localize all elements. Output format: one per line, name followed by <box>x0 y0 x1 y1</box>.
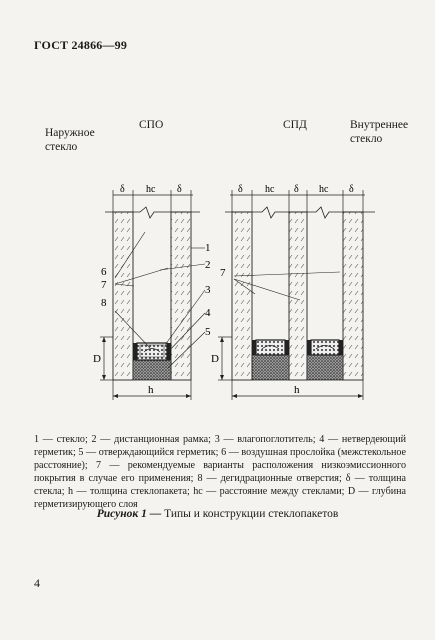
figure-caption <box>0 508 435 520</box>
spd-spacer-frame-2 <box>311 340 339 355</box>
label-spo: СПО <box>139 119 164 131</box>
callout-1: 1 <box>205 242 211 254</box>
figure-title: Типы и конструкции стеклопакетов <box>164 508 339 520</box>
spo-cured-sealant <box>133 360 171 380</box>
spd-spacer-frame-1 <box>256 340 285 355</box>
spo-unit <box>100 190 205 400</box>
spd-outer-glass-pane <box>232 212 252 380</box>
spd-dim-delta-left: δ <box>238 184 243 195</box>
spo-dim-hc: hc <box>146 184 156 195</box>
figure-number: Рисунок 1 — <box>96 508 162 520</box>
spd-dim-hc-2: hc <box>319 184 329 195</box>
spo-spacer-frame <box>137 343 167 360</box>
spo-inner-glass-pane <box>171 212 191 380</box>
callout-5: 5 <box>205 326 211 338</box>
spd-dim-delta-mid: δ <box>294 184 299 195</box>
spd-unit <box>218 190 375 400</box>
callout-3: 3 <box>205 284 211 296</box>
spd-inner-glass-pane <box>343 212 363 380</box>
spd-callout-7: 7 <box>220 267 226 279</box>
spo-non-curing-sealant-right <box>167 343 171 360</box>
spd-dim-hc-1: hc <box>265 184 275 195</box>
callout-8: 8 <box>101 297 107 309</box>
label-spd: СПД <box>283 119 307 131</box>
page-number: 4 <box>34 576 40 590</box>
callout-4: 4 <box>205 307 211 319</box>
spd-middle-glass-pane <box>289 212 307 380</box>
label-inner-glass: Внутреннее стекло <box>350 119 409 145</box>
document-code: ГОСТ 24866—99 <box>34 38 128 52</box>
spd-dim-D-label: D <box>211 353 219 365</box>
callout-7: 7 <box>101 279 107 291</box>
spd-dim-h-label: h <box>294 384 300 396</box>
spd-cured-sealant-2 <box>307 355 343 380</box>
spd-cured-sealant-1 <box>252 355 289 380</box>
spo-dim-h-label: h <box>148 384 154 396</box>
legend-text: 1 — стекло; 2 — дистанционная рамка; 3 — влагопоглотитель; 4 — нетвердеющий герметик; 5 — отверждающийся герметик; 6 — воздушная прослойка (межстекольное расстояние); 7 — рекомендуемые варианты расположения низкоэмиссионного покрытия в случае его применения; 8 — дегидрационные отверстия; δ — толщина стекла; h — толщина стеклопакета; hc — расстояние между стеклами; D — глубина герметизирующего слоя <box>34 434 406 510</box>
spo-outer-glass-pane <box>113 212 133 380</box>
spo-dim-delta-right: δ <box>177 184 182 195</box>
spo-dim-delta-left: δ <box>120 184 125 195</box>
callout-6: 6 <box>101 266 107 278</box>
spo-dim-D-label: D <box>93 353 101 365</box>
spo-non-curing-sealant-left <box>133 343 137 360</box>
spd-dim-delta-right: δ <box>349 184 354 195</box>
label-outer-glass: Наружное стекло <box>45 127 95 153</box>
callout-2: 2 <box>205 259 211 271</box>
